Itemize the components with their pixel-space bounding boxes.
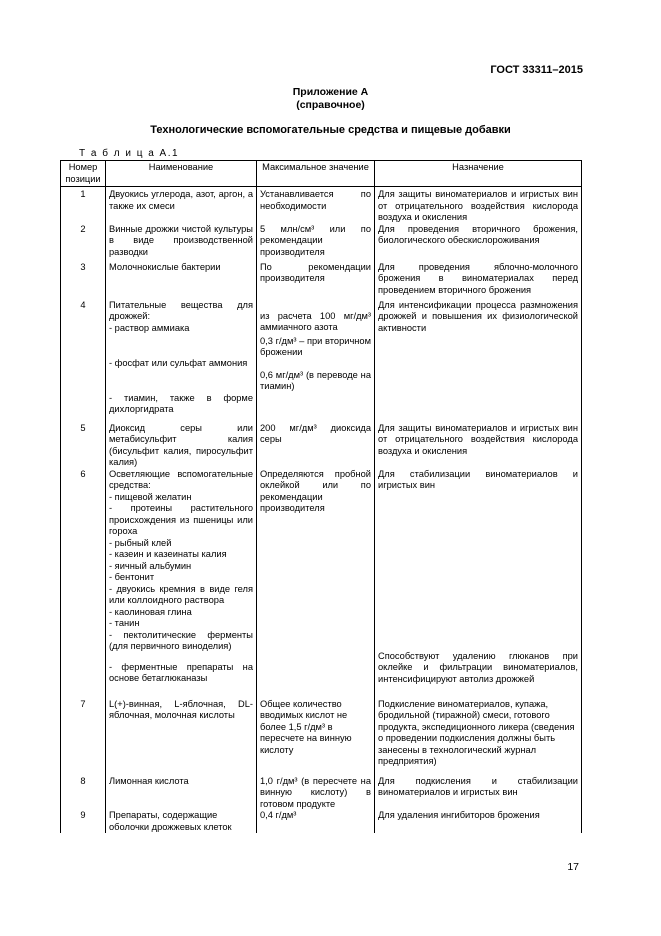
purpose-glucans: Способствуют удалению глюканов при оклейке и фильтрации виноматериалов, интенсифицируют автолиз дрожжей	[378, 650, 578, 684]
table-row	[61, 262, 582, 300]
nutrient-phosphate: - фосфат или сульфат аммония	[109, 357, 248, 368]
clarifier-item: - казеин и казеинаты калия	[109, 549, 227, 559]
header-purpose: Назначение	[375, 161, 582, 187]
table-label: Т а б л и ц а А.1	[79, 148, 180, 159]
row-number: 5	[61, 423, 106, 469]
table-row	[61, 699, 582, 776]
row-max: Устанавливается по необходимости	[257, 187, 375, 224]
clarifier-item: - протеины растительного происхождения из пшеницы или гороха	[109, 503, 253, 536]
clarifier-item: - пектолитические ферменты (для первичного виноделия)	[109, 629, 253, 651]
clarifier-item-last: - ферментные препараты на основе бетаглюканазы	[109, 661, 253, 683]
table-row	[61, 187, 582, 224]
row-purpose: Для подкисления и стабилизации виноматериалов и игристых вин	[375, 776, 582, 811]
row-name: Молочнокислые бактерии	[106, 262, 257, 300]
max-thiamine: 0,6 мг/дм³ (в переводе на тиамин)	[260, 369, 371, 391]
table-row	[61, 423, 582, 469]
max-ammonia: из расчета 100 мг/дм³ аммиачного азота	[260, 310, 371, 332]
row-number: 1	[61, 187, 106, 224]
row-max: 5 млн/см³ или по рекомендации производителя	[257, 224, 375, 262]
row-number: 4	[61, 300, 106, 423]
clarifier-item: - бентонит	[109, 572, 155, 582]
row-name: Диоксид серы или метабисульфит калия (бисульфит калия, пиросульфит калия)	[106, 423, 257, 469]
table-row	[61, 810, 582, 833]
table-header-row	[61, 161, 582, 187]
row-purpose: Для интенсификации процесса размножения дрожжей и повышения их физиологической активности	[375, 300, 582, 423]
clarifier-item: - пищевой желатин	[109, 491, 192, 502]
row-purpose: Для удаления ингибиторов брожения	[375, 810, 582, 833]
annex-note: (справочное)	[296, 99, 365, 111]
row-number: 2	[61, 224, 106, 262]
header-name: Наименование	[106, 161, 257, 187]
row-name: Препараты, содержащие оболочки дрожжевых клеток	[106, 810, 257, 833]
page-number: 17	[567, 861, 579, 873]
nutrient-ammonia: - раствор аммиака	[109, 322, 190, 333]
row-number: 8	[61, 776, 106, 811]
row-name: Двуокись углерода, азот, аргон, а также их смеси	[106, 187, 257, 224]
table-row	[61, 300, 582, 423]
additives-table	[60, 160, 582, 833]
table-row	[61, 224, 582, 262]
clarifier-item: - двуокись кремния в виде геля или коллоидного раствора	[109, 583, 253, 605]
row-max: По рекомендации производителя	[257, 262, 375, 300]
nutrients-intro: Питательные вещества для дрожжей:	[109, 299, 253, 321]
clarifier-item: - каолиновая глина	[109, 606, 192, 617]
document-title: Технологические вспомогательные средства и пищевые добавки	[150, 124, 511, 136]
table-row	[61, 469, 582, 699]
row-number: 6	[61, 469, 106, 699]
annex-title: Приложение А	[292, 86, 369, 98]
row-number: 7	[61, 699, 106, 776]
row-max: Определяются пробной оклейкой или по рекомендации производителя	[257, 469, 375, 699]
purpose-stabilization: Для стабилизации виноматериалов и игристых вин	[378, 468, 578, 490]
row-max: Общее количество вводимых кислот не более 1,5 г/дм³ в пересчете на винную кислоту	[257, 699, 375, 776]
clarifier-item: - яичный альбумин	[109, 560, 192, 571]
row-max-group	[257, 300, 375, 423]
row-name: L(+)-винная, L-яблочная, DL-яблочная, молочная кислоты	[106, 699, 257, 776]
standard-number: ГОСТ 33311–2015	[490, 64, 583, 76]
clarifiers-intro: Осветляющие вспомогательные средства:	[109, 468, 253, 490]
row-name-group	[106, 300, 257, 423]
row-max: 1,0 г/дм³ (в пересчете на винную кислоту) в готовом продукте	[257, 776, 375, 811]
row-purpose-group	[375, 469, 582, 699]
row-name: Винные дрожжи чистой культуры в виде производственной разводки	[106, 224, 257, 262]
clarifier-item: - рыбный клей	[109, 537, 172, 548]
nutrient-thiamine: - тиамин, также в форме дихлоргидрата	[109, 392, 253, 414]
table-row	[61, 776, 582, 811]
row-purpose: Для защиты виноматериалов и игристых вин от отрицательного воздействия кислорода воздуха и окисления	[375, 187, 582, 224]
row-max: 0,4 г/дм³	[257, 810, 375, 833]
row-purpose: Для проведения яблочно-молочного брожения в виноматериалах перед проведением вторичного брожения	[375, 262, 582, 300]
row-name: Лимонная кислота	[106, 776, 257, 811]
row-number: 9	[61, 810, 106, 833]
max-phosphate: 0,3 г/дм³ – при вторичном брожении	[260, 335, 371, 357]
row-purpose: Для проведения вторичного брожения, биологического обескислороживания	[375, 224, 582, 262]
row-purpose: Для защиты виноматериалов и игристых вин от отрицательного воздействия кислорода воздуха и окисления	[375, 423, 582, 469]
header-number: Номер позиции	[61, 161, 106, 187]
row-name-group	[106, 469, 257, 699]
row-number: 3	[61, 262, 106, 300]
row-max: 200 мг/дм³ диоксида серы	[257, 423, 375, 469]
row-purpose: Подкисление виноматериалов, купажа, бродильной (тиражной) смеси, готового продукта, экспедиционного ликера (сведения о проведении подкисления должны быть занесены в технологический журнал предприятия)	[375, 699, 582, 776]
clarifier-item: - танин	[109, 618, 140, 628]
header-max-value: Максимальное значение	[257, 161, 375, 187]
